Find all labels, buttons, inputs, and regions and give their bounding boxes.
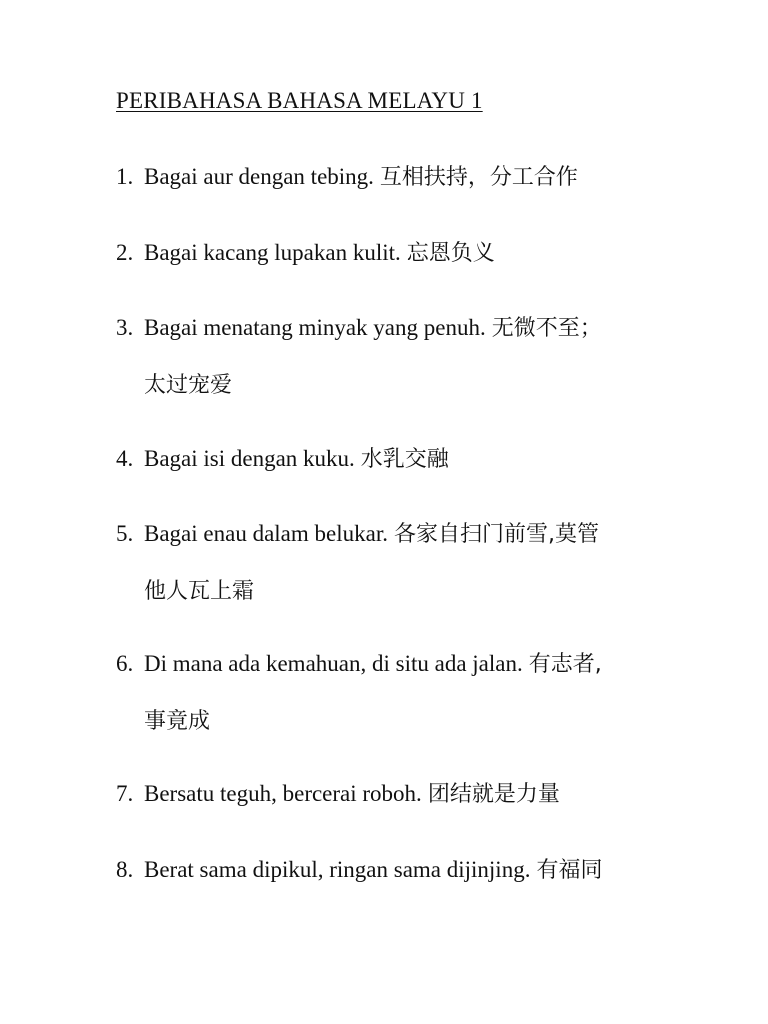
proverb-number: 2. [116, 240, 134, 265]
proverb-malay: Bagai menatang minyak yang penuh. [144, 315, 486, 340]
proverb-number: 4. [116, 446, 134, 471]
proverb-number: 3. [116, 315, 134, 340]
proverb-chinese: 有福同 [536, 858, 603, 883]
proverb-entry-8 [116, 841, 696, 899]
proverb-entry-6 [116, 635, 696, 751]
proverb-line [116, 765, 696, 823]
proverb-continuation: 他人瓦上霜 [144, 579, 255, 604]
proverb-entry-7 [116, 765, 696, 823]
proverb-malay: Bagai kacang lupakan kulit. [144, 240, 401, 265]
proverb-malay: Di mana ada kemahuan, di situ ada jalan. [144, 651, 523, 676]
proverb-entry-3 [116, 299, 696, 415]
proverb-malay: Bersatu teguh, bercerai roboh. [144, 781, 422, 806]
proverb-malay: Bagai aur dengan tebing. [144, 164, 374, 189]
document-title: PERIBAHASA BAHASA MELAYU 1 [116, 88, 483, 113]
proverb-number: 7. [116, 781, 134, 806]
proverb-number: 8. [116, 857, 134, 882]
proverb-line [116, 224, 696, 282]
proverb-line [116, 430, 696, 488]
proverb-line [116, 505, 696, 563]
proverb-line [116, 148, 696, 206]
proverb-number: 5. [116, 521, 134, 546]
proverb-chinese: 水乳交融 [360, 447, 449, 472]
proverb-line [116, 299, 696, 357]
proverb-continuation: 事竟成 [144, 709, 211, 734]
proverb-chinese: 各家自扫门前雪,莫管 [393, 522, 599, 547]
proverb-chinese: 忘恩负义 [406, 241, 495, 266]
proverb-entry-5 [116, 505, 696, 621]
proverb-malay: Berat sama dipikul, ringan sama dijinjing. [144, 857, 531, 882]
proverb-entry-1 [116, 148, 696, 206]
proverb-chinese: 团结就是力量 [427, 782, 560, 807]
proverb-chinese: 无微不至； [491, 316, 602, 341]
proverb-chinese: 有志者, [528, 652, 602, 677]
proverb-line [116, 841, 696, 899]
proverb-malay: Bagai enau dalam belukar. [144, 521, 388, 546]
proverb-number: 6. [116, 651, 134, 676]
proverb-number: 1. [116, 164, 134, 189]
proverb-continuation: 太过宠爱 [144, 373, 233, 398]
proverb-entry-2 [116, 224, 696, 282]
proverb-entry-4 [116, 430, 696, 488]
proverb-malay: Bagai isi dengan kuku. [144, 446, 355, 471]
proverb-line [116, 635, 696, 693]
proverb-chinese: 互相扶持，分工合作 [379, 165, 578, 190]
